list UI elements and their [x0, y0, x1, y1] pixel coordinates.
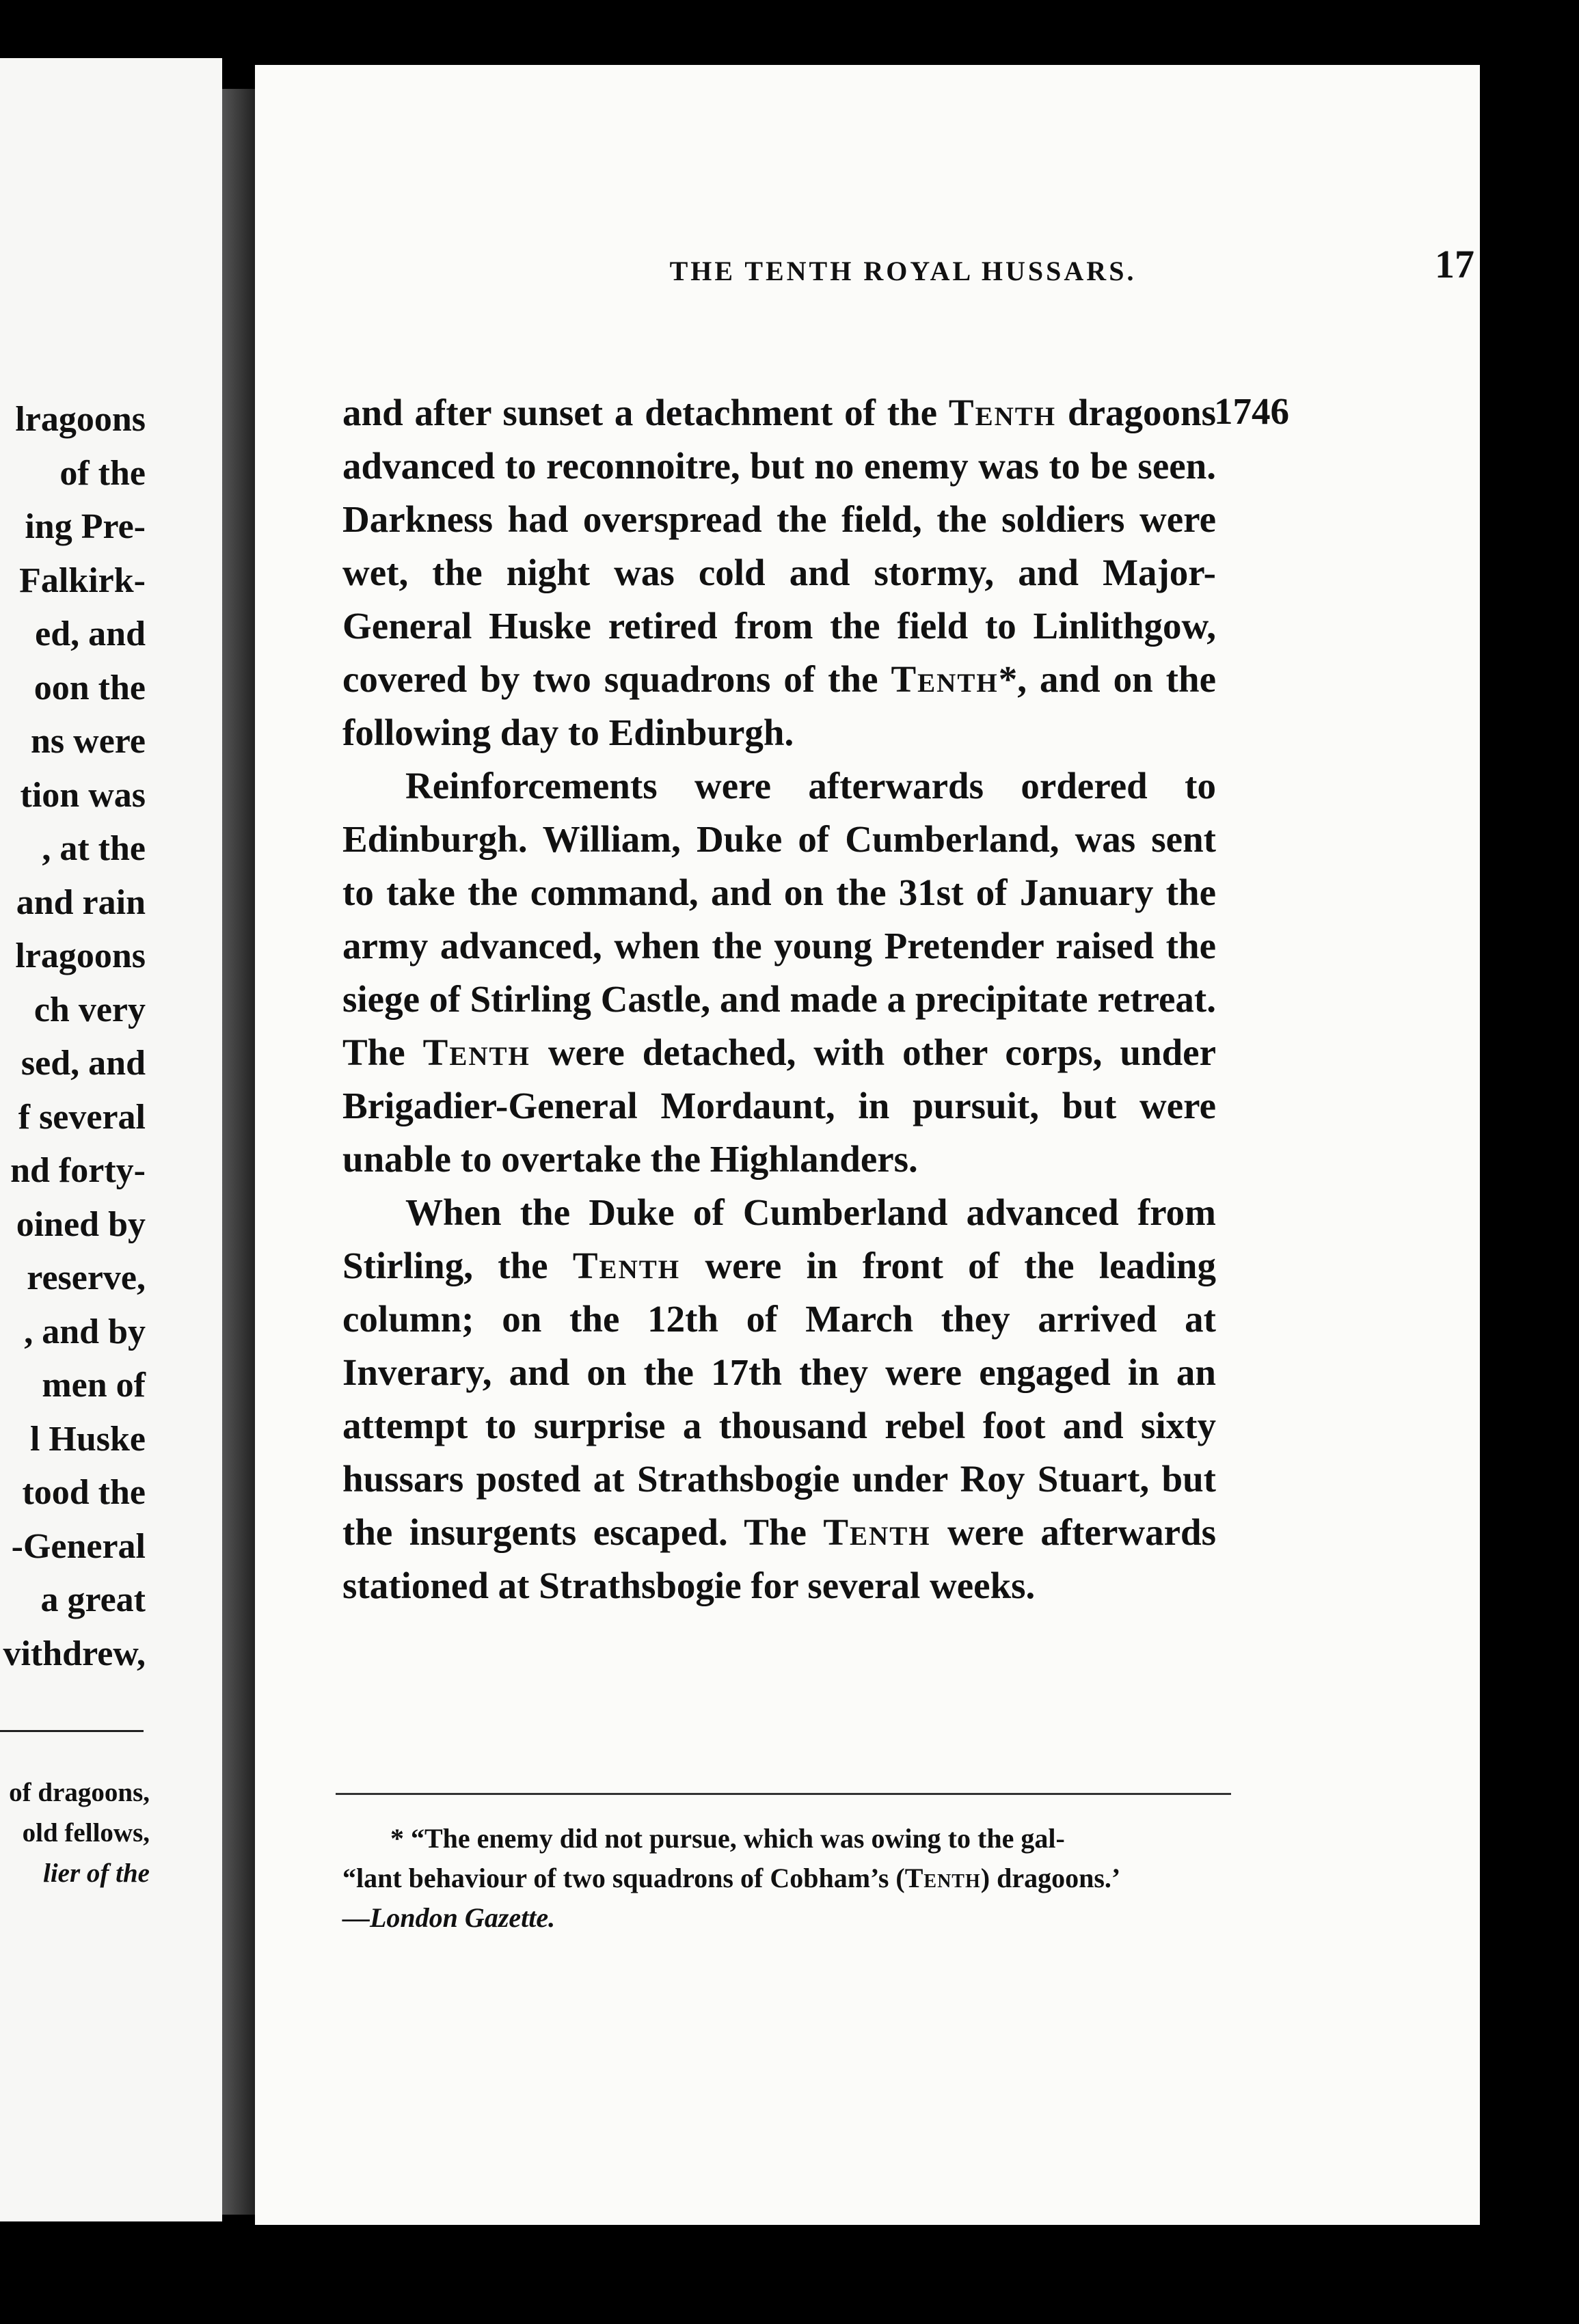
text-line: , and by — [24, 1312, 146, 1351]
paragraph: Reinforcements were afterwards ordered to Edinburgh. William, Duke of Cumberland, was sent to take the command, and on the 31st of January the army advanced, when the young Pretender raised the siege of Stirling Castle, and made a precipitate retreat. The Tenth were detached, with other corps, under Brigadier-General Mordaunt, in pursuit, but were unable to overtake the Highlanders. — [342, 765, 1216, 1180]
text-line: tion was — [20, 775, 146, 815]
body-text — [342, 386, 1216, 1612]
text-line: , at the — [42, 829, 146, 868]
previous-page-footnote — [0, 1772, 150, 1893]
text-line: reserve, — [27, 1258, 146, 1297]
footnote-divider — [336, 1793, 1231, 1795]
previous-page-text — [0, 393, 146, 1681]
text-line: tood the — [22, 1473, 146, 1512]
footnote — [342, 1819, 1224, 1938]
paragraph: and after sunset a detachment of the Tenth dragoons advanced to reconnoitre, but no enemy was to be seen. Darkness had overspread the field, the soldiers were wet, the night was cold and stormy, and Major-General Huske retired from the field to Linlithgow, covered by two squadrons of the Tenth*, and on the following day to Edinburgh. — [342, 392, 1216, 753]
note-line: of dragoons, — [9, 1778, 150, 1807]
footnote-divider — [0, 1730, 144, 1732]
book-page — [255, 65, 1480, 2225]
text-line: men of — [42, 1366, 146, 1405]
text-line: ing Pre- — [25, 507, 146, 546]
text-line: a great — [40, 1580, 146, 1619]
note-line: old fellows, — [22, 1818, 150, 1848]
previous-page — [0, 58, 222, 2221]
text-line: sed, and — [21, 1044, 146, 1083]
text-line: vithdrew, — [3, 1634, 146, 1673]
page-number: 17 — [1435, 242, 1474, 286]
text-line: oon the — [33, 668, 146, 707]
regiment-name: Tenth — [422, 1031, 530, 1073]
text-line: l Huske — [29, 1419, 146, 1459]
text-line: ed, and — [35, 614, 146, 653]
footnote-line: “lant behaviour of two squadrons of Cobham’s (Tenth) dragoons.’ — [342, 1863, 1121, 1893]
regiment-name: Tenth — [948, 392, 1057, 433]
footnote-source: —London Gazette. — [342, 1902, 556, 1933]
footnote-line: * “The enemy did not pursue, which was owing to the gal- — [390, 1823, 1065, 1854]
running-head — [527, 241, 1474, 296]
text-line: of the — [59, 453, 146, 493]
regiment-name: Tenth — [823, 1511, 931, 1553]
text-line: and rain — [16, 882, 146, 922]
text-line: ch very — [33, 990, 146, 1029]
running-title: THE TENTH ROYAL HUSSARS. — [669, 256, 1137, 286]
text-line: -General — [11, 1526, 146, 1566]
text-line: Falkirk- — [19, 560, 146, 600]
regiment-name: Tenth — [572, 1245, 681, 1286]
margin-year: 1746 — [1214, 390, 1289, 432]
note-line: lier of the — [43, 1859, 150, 1888]
text-line: f several — [18, 1097, 146, 1137]
text-line: ns were — [30, 722, 146, 761]
text-line: nd forty- — [10, 1151, 146, 1190]
text-line: lragoons — [15, 400, 146, 439]
regiment-name: Tenth — [891, 658, 999, 700]
regiment-name: Tenth — [904, 1863, 981, 1893]
book-gutter — [222, 89, 255, 2215]
paragraph: When the Duke of Cumberland advanced from Stirling, the Tenth were in front of the leading column; on the 12th of March they arrived at Inverary, and on the 17th they were engaged in an attempt to surprise a thousand rebel foot and sixty hussars posted at Strathsbogie under Roy Stuart, but the insurgents escaped. The Tenth were afterwards stationed at Strathsbogie for several weeks. — [342, 1191, 1217, 1606]
text-line: lragoons — [15, 936, 146, 975]
text-line: oined by — [16, 1204, 146, 1244]
